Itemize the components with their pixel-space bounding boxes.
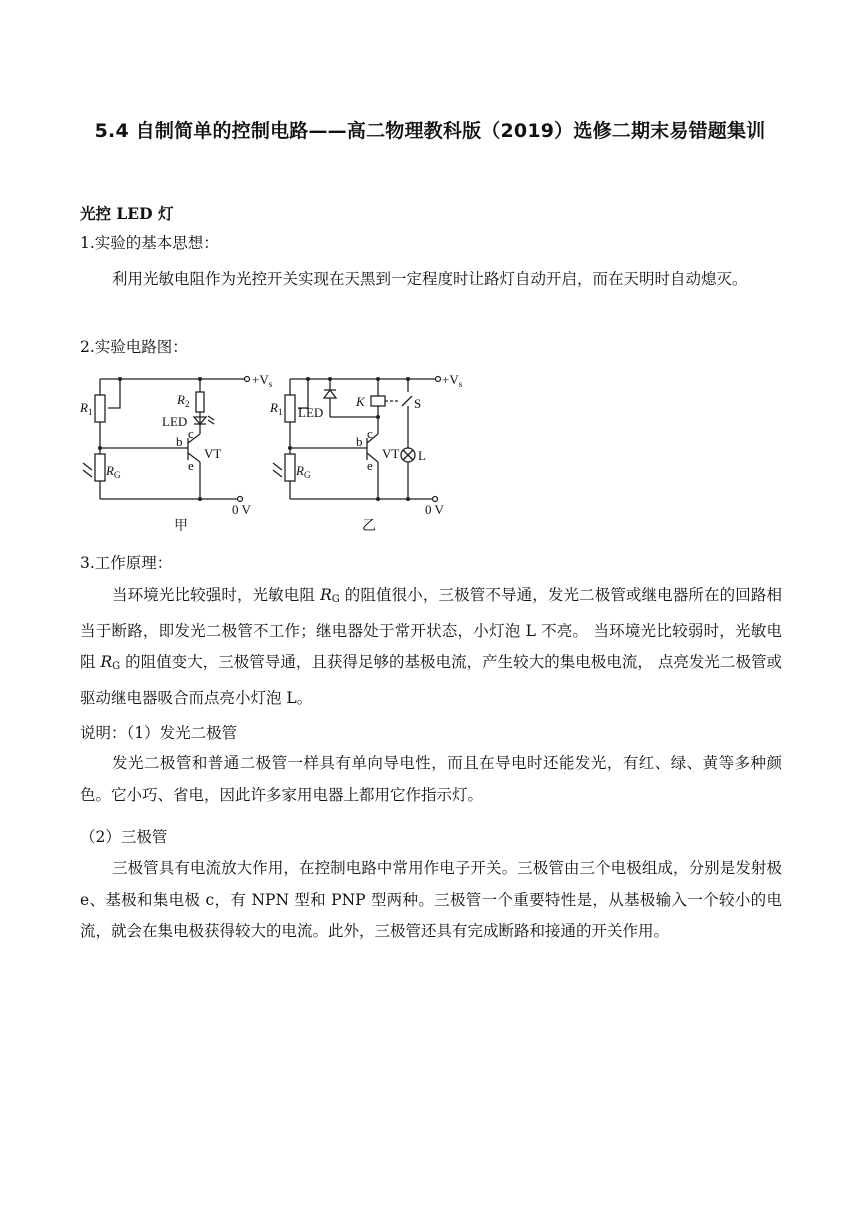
yi-led-label: LED bbox=[298, 405, 324, 420]
yi-rg-label: $R_G$ bbox=[296, 463, 311, 480]
yi-vt-label: VT bbox=[382, 446, 400, 461]
page-title: 5.4 自制简单的控制电路——高二物理教科版（2019）选修二期末易错题集训 bbox=[94, 120, 766, 142]
yi-l-label: L bbox=[418, 448, 426, 463]
item3-text: 当环境光比较强时，光敏电阻 $R_G$ 的阻值很小，三极管不导通，发光二极管或继电器所在的回路相当于断路，即发光二极管不工作；继电器处于常开状态，小灯泡 L 不亮。 当环境光比较弱时，光敏电阻 $R_G$ 的阻值变大，三极管导通，且获得足够的基极电流，产生较大的集电极电流， 点亮发光二极管或驱动继电器吸合而点亮小灯泡 L。 bbox=[80, 586, 782, 707]
yi-vs-label: $+V_s$ bbox=[442, 372, 463, 389]
yi-caption: 乙 bbox=[362, 519, 376, 534]
jia-vs-label: $+V_s$ bbox=[252, 372, 273, 389]
yi-r1-label: $R_1$ bbox=[270, 400, 283, 417]
yi-s-label: S bbox=[414, 396, 422, 411]
jia-rg-label: $R_G$ bbox=[106, 463, 121, 480]
jia-b-label: b bbox=[176, 434, 183, 449]
note1-text: 发光二极管和普通二极管一样具有单向导电性，而且在导电时还能发光，有红、绿、黄等多种颜色。它小巧、省电，因此许多家用电器上都用它作指示灯。 bbox=[80, 754, 782, 804]
jia-caption: 甲 bbox=[174, 519, 188, 534]
circuit-diagram bbox=[80, 362, 480, 542]
jia-r1-label: $R_1$ bbox=[80, 400, 93, 417]
item1-heading: 1.实验的基本思想： bbox=[80, 234, 219, 252]
jia-r2-label: $R_2$ bbox=[177, 392, 190, 409]
yi-k-label: K bbox=[356, 394, 365, 409]
jia-c-label: c bbox=[188, 426, 194, 441]
note1-heading: 说明：（1）发光二极管 bbox=[80, 724, 238, 742]
yi-e-label: e bbox=[367, 458, 373, 473]
jia-e-label: e bbox=[188, 458, 194, 473]
item1-text: 利用光敏电阻作为光控开关实现在天黑到一定程度时让路灯自动开启，而在天明时自动熄灭。 bbox=[112, 270, 748, 288]
note2-heading: （2）三极管 bbox=[80, 828, 168, 846]
jia-led-label: LED bbox=[162, 414, 188, 429]
section-heading: 光控 LED 灯 bbox=[80, 204, 174, 223]
item3-heading: 3.工作原理： bbox=[80, 554, 173, 572]
note2-text: 三极管具有电流放大作用，在控制电路中常用作电子开关。三极管由三个电极组成，分别是发射极 e、基极和集电极 c，有 NPN 型和 PNP 型两种。三极管一个重要特性是，从基极输入一个较小的电流，就会在集电极获得较大的电流。此外，三极管还具有完成断路和接通的开关作用。 bbox=[80, 859, 782, 940]
yi-zero-label: 0 V bbox=[425, 502, 444, 517]
jia-vt-label: VT bbox=[204, 446, 222, 461]
item2-heading: 2.实验电路图： bbox=[80, 338, 188, 356]
yi-c-label: c bbox=[367, 426, 373, 441]
jia-zero-label: 0 V bbox=[232, 502, 251, 517]
yi-b-label: b bbox=[356, 434, 363, 449]
